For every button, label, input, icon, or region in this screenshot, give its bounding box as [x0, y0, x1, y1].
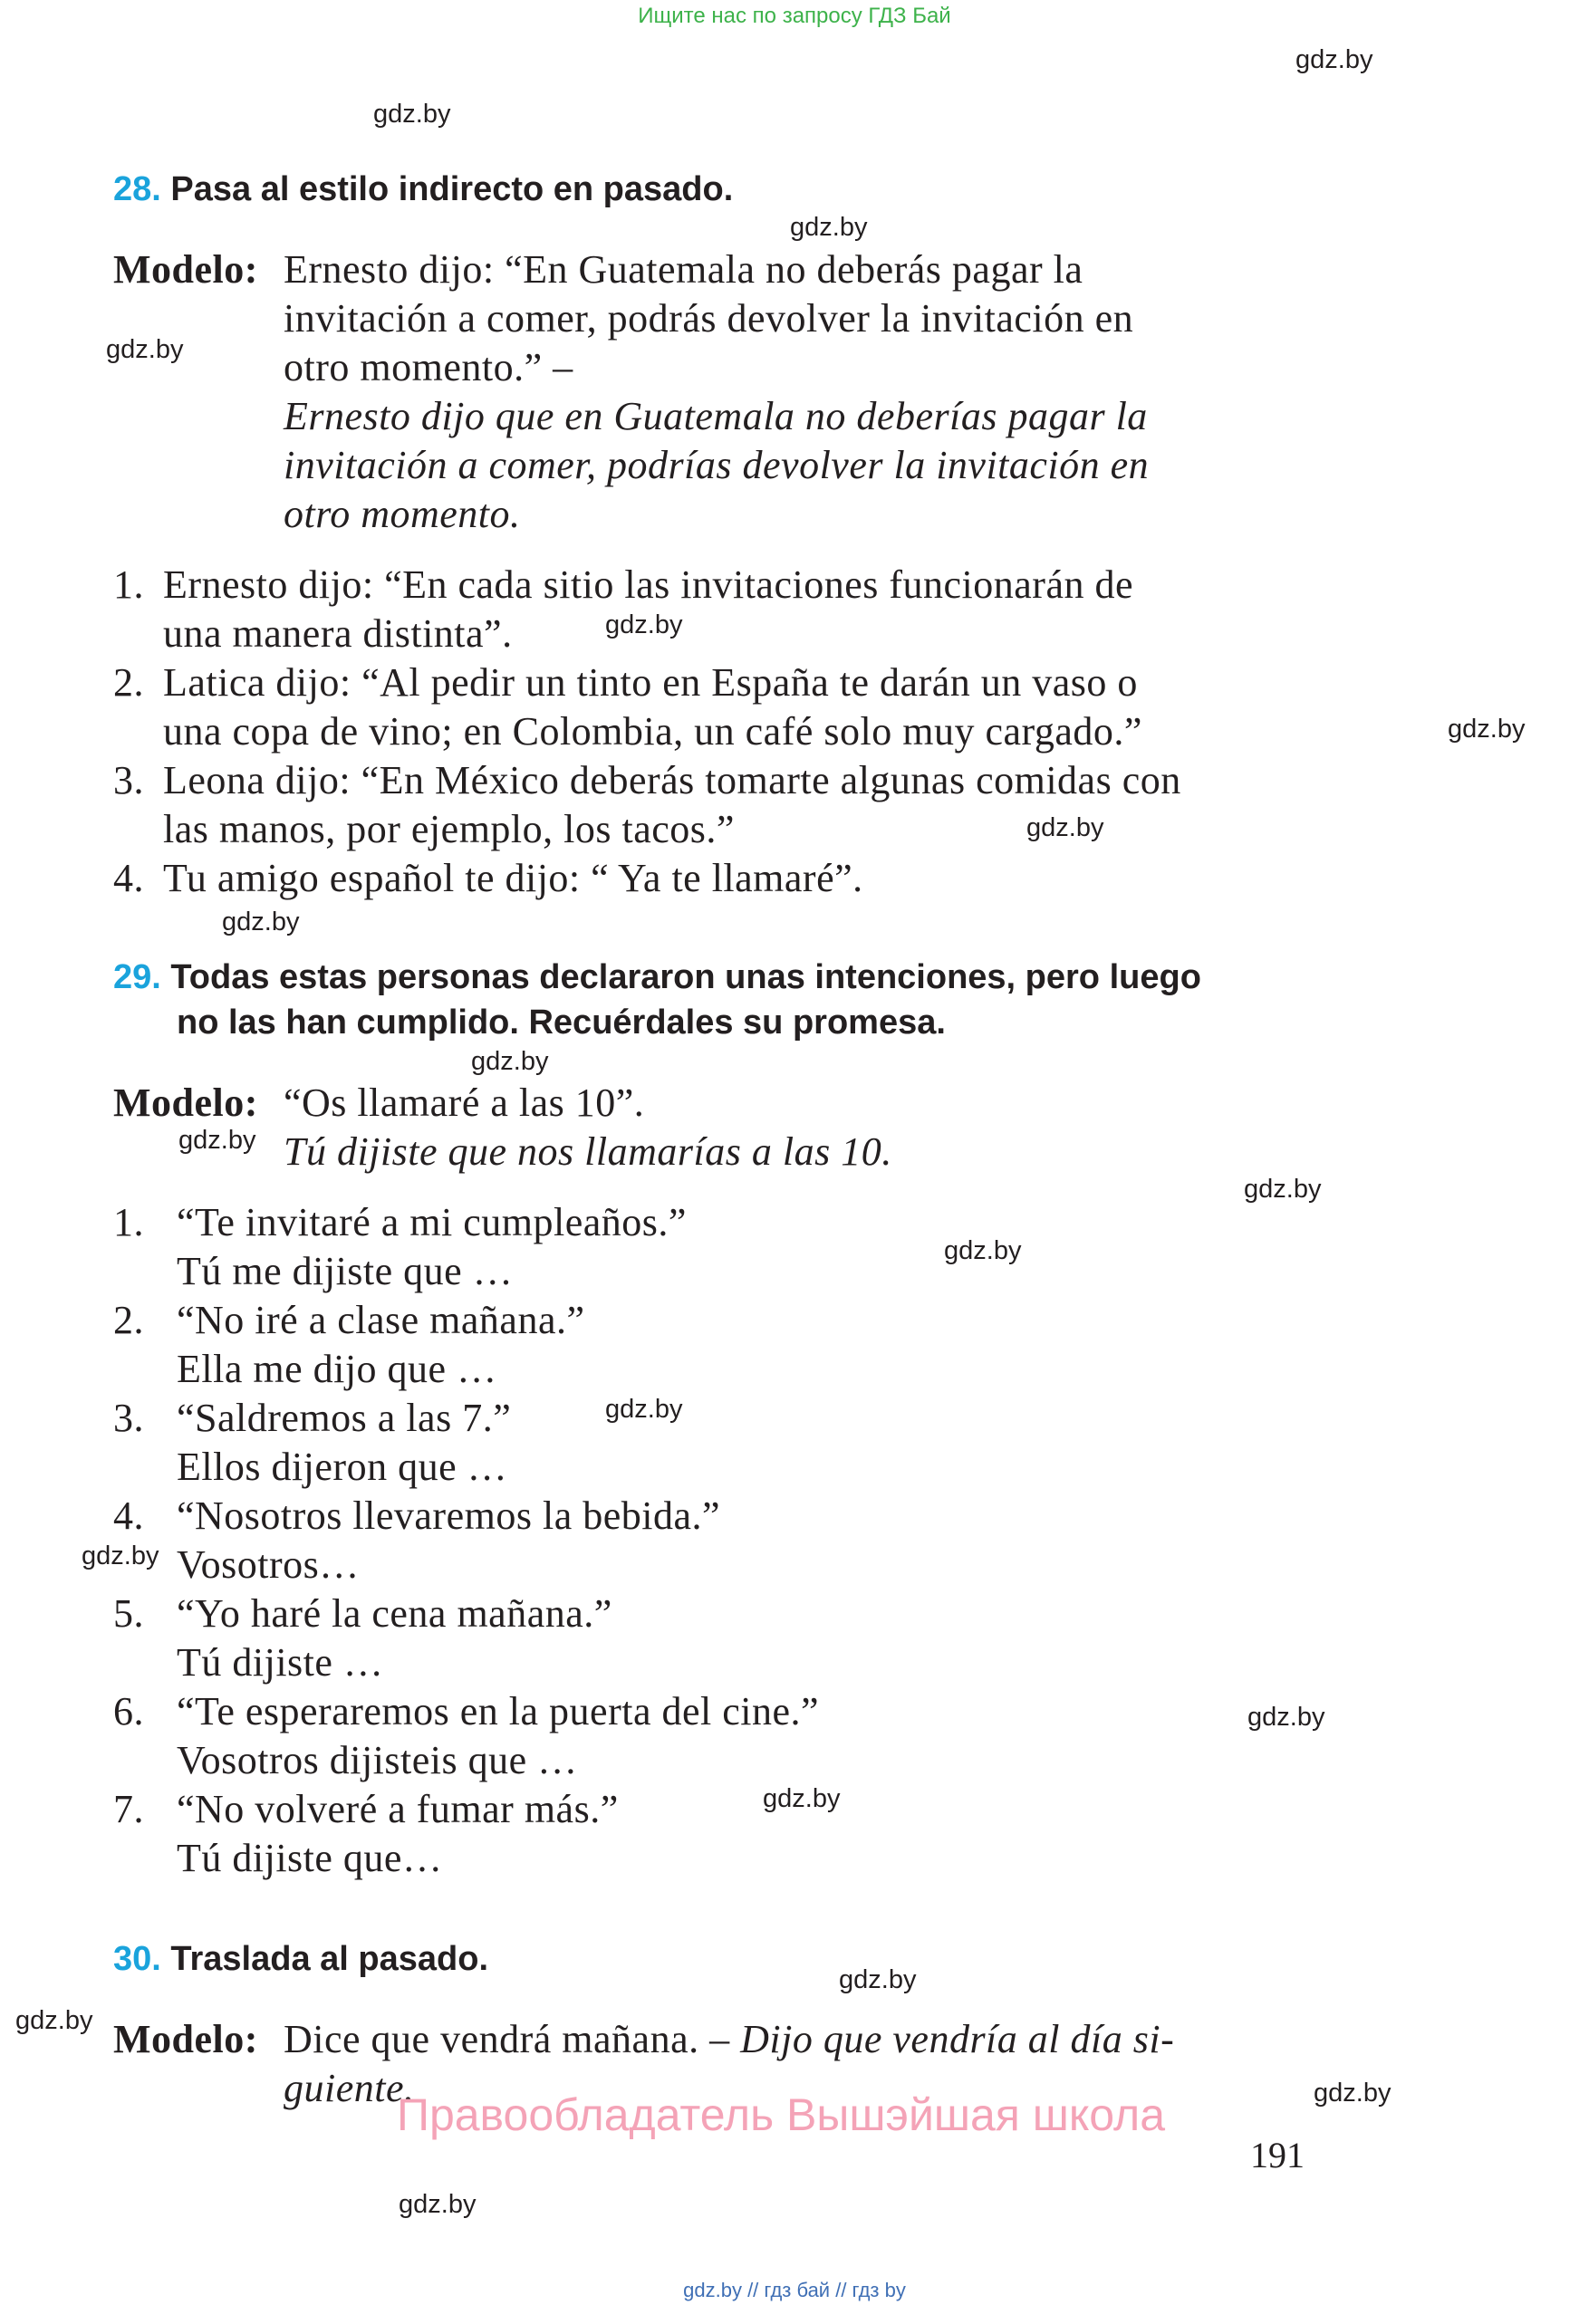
- model-answer-line: Tú dijiste que nos llamarías a las 10.: [284, 1129, 892, 1174]
- list-item-prompt: Vosotros…: [177, 1542, 360, 1587]
- watermark: gdz.by: [1448, 715, 1526, 744]
- watermark: gdz.by: [106, 335, 184, 364]
- model-label: Modelo:: [113, 1080, 258, 1125]
- exercise-title: Traslada al pasado.: [170, 1940, 488, 1978]
- model-answer-line: otro momento.: [284, 492, 521, 536]
- list-item: Leona dijo: “En México deberás tomarte algunas comidas con: [163, 758, 1181, 802]
- watermark: gdz.by: [790, 213, 868, 242]
- item-number: 1.: [113, 1200, 144, 1244]
- list-item-prompt: Ella me dijo que …: [177, 1347, 497, 1391]
- exercise-title: Pasa al estilo indirecto en pasado.: [170, 170, 734, 208]
- model-answer-line: guiente.: [284, 2066, 415, 2110]
- list-item: Tu amigo español te dijo: “ Ya te llamaré”.: [163, 856, 863, 900]
- model-line: “Os llamaré a las 10”.: [284, 1080, 645, 1125]
- model-text: Dice que vendrá mañana. –: [284, 2017, 730, 2061]
- exercise-30-heading: [113, 1940, 488, 1979]
- list-item: una manera distinta”.: [163, 611, 513, 656]
- item-number: 4.: [113, 856, 144, 900]
- list-item-prompt: Tú dijiste que…: [177, 1836, 443, 1880]
- list-item: Ernesto dijo: “En cada sitio las invitaciones funcionarán de: [163, 562, 1134, 607]
- list-item-quote: “No iré a clase mañana.”: [177, 1298, 585, 1342]
- model-line: otro momento.” –: [284, 345, 573, 389]
- exercise-title: no las han cumplido. Recuérdales su promesa.: [177, 1004, 946, 1042]
- model-answer-line: Ernesto dijo que en Guatemala no deberías pagar la: [284, 394, 1148, 438]
- exercise-28-heading: [113, 170, 733, 209]
- list-item-prompt: Vosotros dijisteis que …: [177, 1738, 578, 1782]
- page-number: 191: [1250, 2135, 1305, 2175]
- watermark: gdz.by: [1295, 45, 1373, 74]
- list-item-quote: “Te esperaremos en la puerta del cine.”: [177, 1689, 820, 1733]
- list-item-prompt: Tú me dijiste que …: [177, 1249, 514, 1293]
- item-number: 5.: [113, 1591, 144, 1636]
- watermark: gdz.by: [605, 610, 683, 639]
- watermark: gdz.by: [399, 2190, 477, 2219]
- item-number: 2.: [113, 660, 144, 705]
- list-item-quote: “No volveré a fumar más.”: [177, 1787, 619, 1831]
- list-item-quote: “Nosotros llevaremos la bebida.”: [177, 1493, 721, 1538]
- watermark: gdz.by: [1244, 1175, 1322, 1204]
- list-item: una copa de vino; en Colombia, un café solo muy cargado.”: [163, 709, 1142, 754]
- watermark: gdz.by: [944, 1236, 1022, 1265]
- model-line: invitación a comer, podrás devolver la invitación en: [284, 296, 1134, 341]
- watermark: gdz.by: [15, 2006, 93, 2035]
- item-number: 3.: [113, 758, 144, 802]
- exercise-number: 28.: [113, 170, 161, 208]
- copyright-notice: Правообладатель Вышэйшая школа: [397, 2089, 1165, 2140]
- footer-links[interactable]: gdz.by // гдз бай // гдз by: [683, 2279, 906, 2301]
- watermark: gdz.by: [605, 1395, 683, 1424]
- watermark: gdz.by: [178, 1126, 256, 1155]
- list-item: Latica dijo: “Al pedir un tinto en España te darán un vaso o: [163, 660, 1138, 705]
- watermark: gdz.by: [373, 100, 451, 129]
- watermark: gdz.by: [82, 1541, 159, 1570]
- list-item-prompt: Tú dijiste …: [177, 1640, 384, 1685]
- watermark: gdz.by: [839, 1965, 917, 1994]
- watermark: gdz.by: [1026, 813, 1104, 842]
- item-number: 6.: [113, 1689, 144, 1733]
- list-item-quote: “Te invitaré a mi cumpleaños.”: [177, 1200, 687, 1244]
- watermark: gdz.by: [471, 1047, 549, 1076]
- exercise-title: Todas estas personas declararon unas intenciones, pero luego: [170, 958, 1201, 996]
- item-number: 4.: [113, 1493, 144, 1538]
- list-item-prompt: Ellos dijeron que …: [177, 1445, 508, 1489]
- list-item-quote: “Saldremos a las 7.”: [177, 1396, 512, 1440]
- list-item: las manos, por ejemplo, los tacos.”: [163, 807, 735, 851]
- item-number: 7.: [113, 1787, 144, 1831]
- exercise-number: 30.: [113, 1940, 161, 1978]
- item-number: 1.: [113, 562, 144, 607]
- model-label: Modelo:: [113, 247, 258, 292]
- item-number: 3.: [113, 1396, 144, 1440]
- watermark: gdz.by: [222, 908, 300, 936]
- model-answer-line: invitación a comer, podrías devolver la invitación en: [284, 443, 1150, 487]
- item-number: 2.: [113, 1298, 144, 1342]
- exercise-29-heading: [113, 958, 1201, 997]
- top-banner: Ищите нас по запросу ГДЗ Бай: [638, 4, 951, 28]
- list-item-quote: “Yo haré la cena mañana.”: [177, 1591, 612, 1636]
- exercise-number: 29.: [113, 958, 161, 996]
- model-line: [284, 2016, 1174, 2062]
- model-line: Ernesto dijo: “En Guatemala no deberás pagar la: [284, 247, 1083, 292]
- watermark: gdz.by: [1247, 1703, 1325, 1732]
- watermark: gdz.by: [1314, 2079, 1392, 2108]
- watermark: gdz.by: [763, 1784, 841, 1813]
- model-label: Modelo:: [113, 2017, 258, 2061]
- model-answer: Dijo que vendría al día si-: [740, 2017, 1175, 2061]
